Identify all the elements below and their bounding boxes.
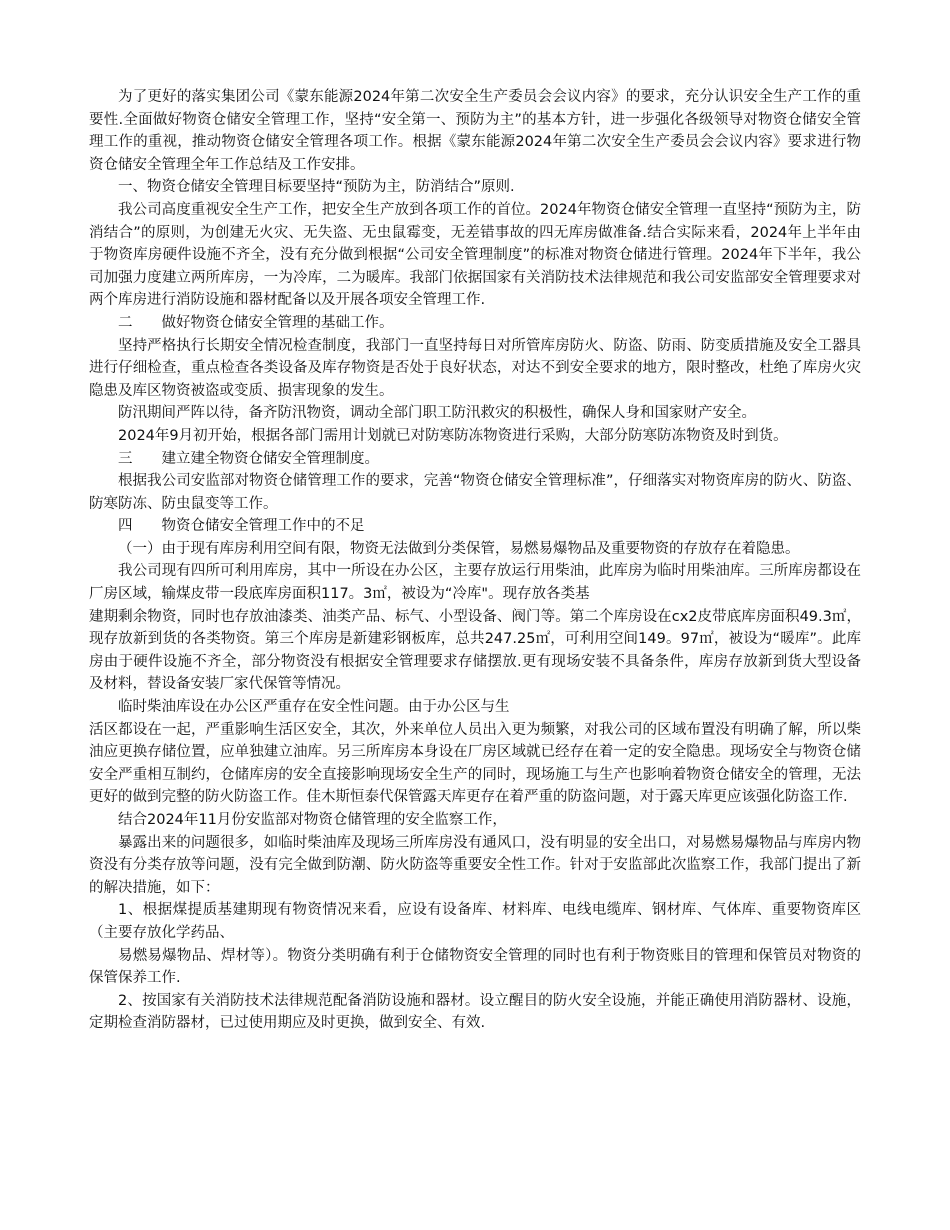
list-item-1-cont: 易燃易爆物品、焊材等）。物资分类明确有利于仓储物资安全管理的同时也有利于物资账目的管理和保管员对物资的保管保养工作.: [89, 947, 861, 987]
paragraph-section-3: 根据我公司安监部对物资仓储管理工作的要求，完善“物资仓储安全管理标准”，仔细落实对物资库房的防火、防盗、防寒防冻、防虫鼠变等工作。: [89, 473, 861, 512]
list-item-1: 1、根据煤提质基建期现有物资情况来看，应设有设备库、材料库、电线电缆库、钢材库、气体库、重要物资库区（主要存放化学药品、: [89, 902, 861, 941]
heading-section-4: 四 物资仓储安全管理工作中的不足: [118, 518, 365, 535]
paragraph-issues-found: 暴露出来的问题很多，如临时柴油库及现场三所库房没有通风口，没有明显的安全出口，对易燃易爆物品与库房内物资没有分类存放等问题，没有完全做到防潮、防火防盗等重要安全性工作。针对于安监部此次监察工作，我部门提出了新的解决措施，如下：: [89, 834, 861, 896]
paragraph-section-1: 我公司高度重视安全生产工作，把安全生产放到各项工作的首位。2024年物资仓储安全管理一直坚持“预防为主，防消结合”的原则，为创建无火灾、无失盗、无虫鼠霉变，无差错事故的四无库房做准备.结合实际来看，2024年上半年由于物资库房硬件设施不齐全，没有充分做到根据“公司安全管理制度”的标准对物资仓储进行管理。2024年下半年，我公司加强力度建立两所库房，一为冷库，二为暖库。我部门依据国家有关消防技术法律规范和我公司安监部安全管理要求对两个库房进行消防设施和器材配备以及开展各项安全管理工作.: [89, 201, 861, 309]
paragraph-flood-control: 防汛期间严阵以待，备齐防汛物资，调动全部门职工防汛救灾的积极性，确保人身和国家财产安全。: [118, 405, 756, 422]
paragraph-inspection: 坚持严格执行长期安全情况检查制度，我部门一直坚持每日对所管库房防火、防盗、防雨、防变质措施及安全工器具进行仔细检查，重点检查各类设备及库存物资是否处于良好状态，对达不到安全要求的地方，限时整改，杜绝了库房火灾隐患及库区物资被盗或变质、损害现象的发生。: [89, 337, 861, 399]
list-item-2: 2、按国家有关消防技术法律规范配备消防设施和器材。设立醒目的防火安全设施，并能正确使用消防器材、设施，定期检查消防器材，已过使用期应及时更换，做到安全、有效.: [89, 992, 861, 1032]
paragraph-cold-protection: 2024年9月初开始，根据各部门需用计划就已对防寒防冻物资进行采购，大部分防寒防冻物资及时到货。: [118, 427, 788, 444]
paragraph-inspection-nov: 结合2024年11月份安监部对物资仓储管理的安全监察工作，: [118, 812, 507, 828]
document-body: [89, 86, 861, 1035]
heading-section-3: 三 建立建全物资仓储安全管理制度。: [118, 450, 379, 467]
heading-section-2: 二 做好物资仓储安全管理的基础工作。: [118, 314, 394, 331]
paragraph-intro: 为了更好的落实集团公司《蒙东能源2024年第二次安全生产委员会会议内容》的要求，充分认识安全生产工作的重要性.全面做好物资仓储安全管理工作，坚持“安全第一、预防为主”的基本方针，进一步强化各级领导对物资仓储安全管理工作的重视，推动物资仓储安全管理各项工作。根据《蒙东能源2024年第二次安全生产委员会会议内容》要求进行物资仓储安全管理全年工作总结及工作安排。: [89, 89, 861, 173]
paragraph-warehouses-cont: 建期剩余物资，同时也存放油漆类、油类产品、标气、小型设备、阀门等。第二个库房设在cx2皮带底库房面积49.3㎡，现存放新到货的各类物资。第三个库房是新建彩钢板库，总共247.25㎡，可利用空间149。97㎡，被设为“暖库”。此库房由于硬件设施不齐全，部分物资没有根据安全管理要求存储摆放.更有现场安装不具备条件，库房存放新到货大型设备及材料，替设备安装厂家代保管等情况。: [89, 608, 861, 693]
paragraph-diesel-depot: 临时柴油库设在办公区严重存在安全性问题。由于办公区与生: [118, 699, 510, 716]
paragraph-warehouses: 我公司现有四所可利用库房，其中一所设在办公区，主要存放运行用柴油，此库房为临时用柴油库。三所库房都设在厂房区域，输煤皮带一段底库房面积117。3㎡，被设为“冷库"。现存放各类基: [89, 563, 861, 603]
paragraph-diesel-depot-cont: 活区都设在一起，严重影响生活区安全，其次，外来单位人员出入更为频繁，对我公司的区域布置没有明确了解，所以柴油应更换存储位置，应单独建立油库。另三所库房本身设在厂房区域就已经存在着一定的安全隐患。现场安全与物资仓储安全严重相互制约，仓储库房的安全直接影响现场安全生产的同时，现场施工与生产也影响着物资仓储安全的管理，无法更好的做到完整的防火防盗工作。佳木斯恒泰代保管露天库更存在着严重的防盗问题，对于露天库更应该强化防盗工作.: [89, 721, 861, 806]
heading-section-1: 一、物资仓储安全管理目标要坚持“预防为主，防消结合”原则.: [118, 179, 515, 196]
subheading-space-limit: （一）由于现有库房利用空间有限，物资无法做到分类保管，易燃易爆物品及重要物资的存放存在着隐患。: [118, 540, 800, 557]
